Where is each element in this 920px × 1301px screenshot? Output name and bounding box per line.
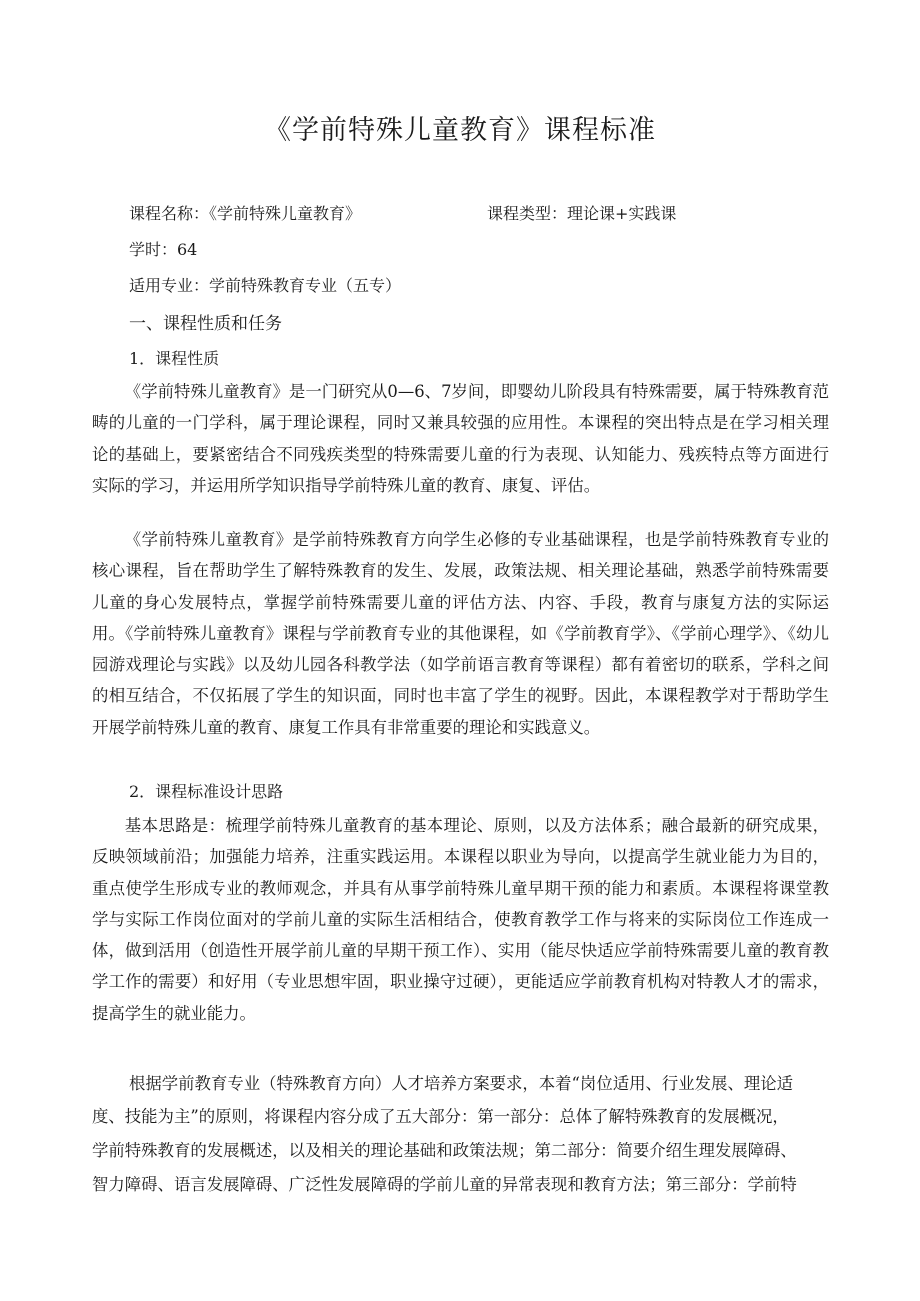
paragraph-design-ideas: 基本思路是：梳理学前特殊儿童教育的基本理论、原则，以及方法体系；融合最新的研究成果，反映领域前沿；加强能力培养，注重实践运用。本课程以职业为导向，以提高学生就业能力为目的，重点使学生形成专业的教师观念，并具有从事学前特殊儿童早期干预的能力和素质。本课程将课堂教学与实际工作岗位面对的学前儿童的实际生活相结合，使教育教学工作与将来的实际岗位工作连成一体，做到活用（创造性开展学前儿童的早期干预工作）、实用（能尽快适应学前特殊需要儿童的教育教学工作的需要）和好用（专业思想牢固，职业操守过硬），更能适应学前教育机构对特教人才的需求，提高学生的就业能力。 (92, 816, 829, 1023)
course-name: 课程名称：《学前特殊儿童教育》 (129, 204, 362, 223)
paragraph-content-line-2: 度、技能为主”的原则，将课程内容分成了五大部分：第一部分：总体了解特殊教育的发展概况， (92, 1107, 789, 1126)
subheading-design-ideas: 2．课程标准设计思路 (129, 782, 284, 801)
paragraph-course-nature-2: 《学前特殊儿童教育》是学前特殊教育方向学生必修的专业基础课程，也是学前特殊教育专业的核心课程，旨在帮助学生了解特殊教育的发生、发展，政策法规、相关理论基础，熟悉学前特殊需要儿童的身心发展特点，掌握学前特殊需要儿童的评估方法、内容、手段，教育与康复方法的实际运用。《学前特殊儿童教育》课程与学前教育专业的其他课程，如《学前教育学》、《学前心理学》、《幼儿园游戏理论与实践》以及幼儿园各科教学法（如学前语言教育等课程）都有着密切的联系，学科之间的相互结合，不仅拓展了学生的知识面，同时也丰富了学生的视野。因此，本课程教学对于帮助学生开展学前特殊儿童的教育、康复工作具有非常重要的理论和实践意义。 (92, 530, 829, 737)
paragraph-content-line-1: 根据学前教育专业（特殊教育方向）人才培养方案要求，本着“岗位适用、行业发展、理论适 (129, 1074, 794, 1093)
course-type: 课程类型：理论课+实践课 (487, 204, 677, 223)
paragraph-course-nature-1: 《学前特殊儿童教育》是一门研究从0—6、7岁间，即婴幼儿阶段具有特殊需要，属于特殊教育范畴的儿童的一门学科，属于理论课程，同时又兼具较强的应用性。本课程的突出特点是在学习相关理论的基础上，要紧密结合不同残疾类型的特殊需要儿童的行为表现、认知能力、残疾特点等方面进行实际的学习，并运用所学知识指导学前特殊儿童的教育、康复、评估。 (92, 382, 829, 495)
section-heading-1: 一、课程性质和任务 (129, 314, 282, 334)
paragraph-content-line-3: 学前特殊教育的发展概述，以及相关的理论基础和政策法规；第二部分：简要介绍生理发展障碍、 (92, 1141, 797, 1160)
applicable-major: 适用专业：学前特殊教育专业（五专） (129, 276, 402, 295)
course-hours: 学时：64 (129, 240, 198, 259)
paragraph-content-line-4: 智力障碍、语言发展障碍、广泛性发展障碍的学前儿童的异常表现和教育方法；第三部分：学前特 (92, 1175, 797, 1194)
document-title: 《学前特殊儿童教育》课程标准 (264, 115, 656, 146)
subheading-course-nature: 1．课程性质 (129, 349, 220, 368)
